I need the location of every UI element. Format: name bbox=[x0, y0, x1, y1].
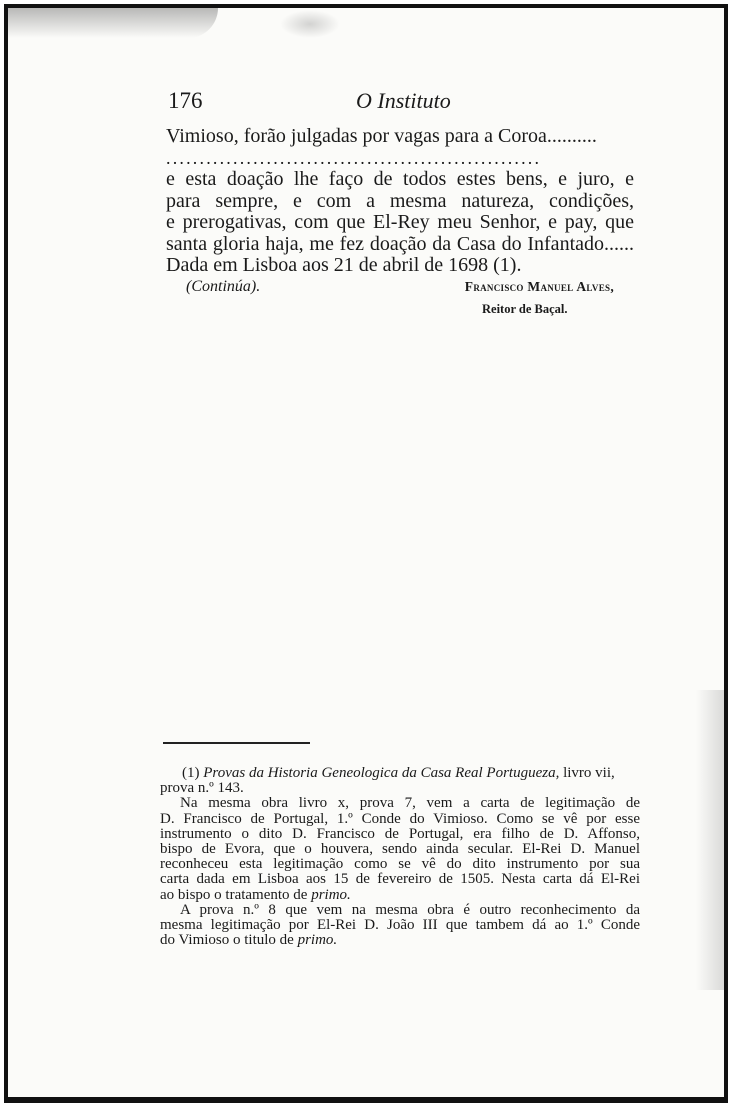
author-role: Reitor de Baçal. bbox=[482, 302, 568, 316]
footnote-line: prova n.º 143. bbox=[160, 781, 244, 797]
text-line: e prerogativas, com que El-Rey meu Senhor, e pay, que bbox=[166, 212, 634, 233]
footnote-text: ao bispo o tratamento de bbox=[160, 887, 308, 903]
footnote-line: carta dada em Lisboa aos 15 de fevereiro de 1505. Nesta carta dá El-Rei bbox=[160, 872, 640, 888]
footnote-emphasis: primo. bbox=[311, 887, 351, 903]
text-line: Vimioso, forão julgadas por vagas para a Coroa.......... bbox=[166, 126, 597, 147]
text-line: para sempre, e com a mesma natureza, condições, bbox=[166, 190, 634, 212]
footnote-divider bbox=[163, 742, 310, 744]
footnotes bbox=[160, 766, 640, 948]
scan-smudge bbox=[280, 10, 340, 38]
footnote-text: do Vimioso o titulo de bbox=[160, 933, 294, 949]
footnote-line bbox=[160, 766, 640, 781]
footnote-line bbox=[160, 888, 640, 903]
text-line: e esta doação lhe faço de todos estes bens, e juro, e bbox=[166, 169, 634, 190]
ellipsis-line: ........................................................ bbox=[166, 147, 542, 168]
continua-note: (Continúa). bbox=[186, 278, 261, 295]
text-line: Dada em Lisboa aos 21 de abril de 1698 (1). bbox=[166, 255, 522, 276]
body-text bbox=[166, 126, 634, 277]
scan-smudge bbox=[8, 8, 218, 38]
footnote-line: Na mesma obra livro x, prova 7, vem a carta de legitimação de bbox=[180, 796, 640, 812]
page-number: 176 bbox=[168, 88, 203, 113]
footnote-line: instrumento o dito D. Francisco de Portugal, era filho de D. Affonso, bbox=[160, 826, 640, 842]
footnote-emphasis: primo. bbox=[297, 933, 338, 949]
footnote-source-ref: livro vii, bbox=[563, 766, 615, 781]
page-header bbox=[168, 88, 634, 116]
signature-block bbox=[186, 278, 616, 318]
footnote-line: reconheceu esta legitimação como se vê do dito instrumento por sua bbox=[160, 857, 640, 873]
footnote-line bbox=[160, 933, 640, 948]
footnote-marker: (1) bbox=[182, 766, 200, 781]
page-edge-shadow bbox=[696, 690, 724, 990]
footnote-line: D. Francisco de Portugal, 1.º Conde do Vimioso. Como se vê por esse bbox=[160, 811, 640, 827]
footnote-source-title: Provas da Historia Geneologica da Casa Real Portugueza, bbox=[203, 766, 560, 781]
author-name: Francisco Manuel Alves, bbox=[464, 279, 614, 294]
running-title: O Instituto bbox=[356, 88, 451, 113]
footnote-line: bispo de Evora, que o houvera, sendo ainda secular. El-Rei D. Manuel bbox=[160, 841, 640, 857]
footnote-line: A prova n.º 8 que vem na mesma obra é outro reconhecimento da bbox=[180, 902, 640, 918]
text-line: santa gloria haja, me fez doação da Casa do Infantado...... bbox=[166, 233, 634, 255]
footnote-line: mesma legitimação por El-Rei D. João III que tambem dá ao 1.º Conde bbox=[160, 917, 640, 933]
